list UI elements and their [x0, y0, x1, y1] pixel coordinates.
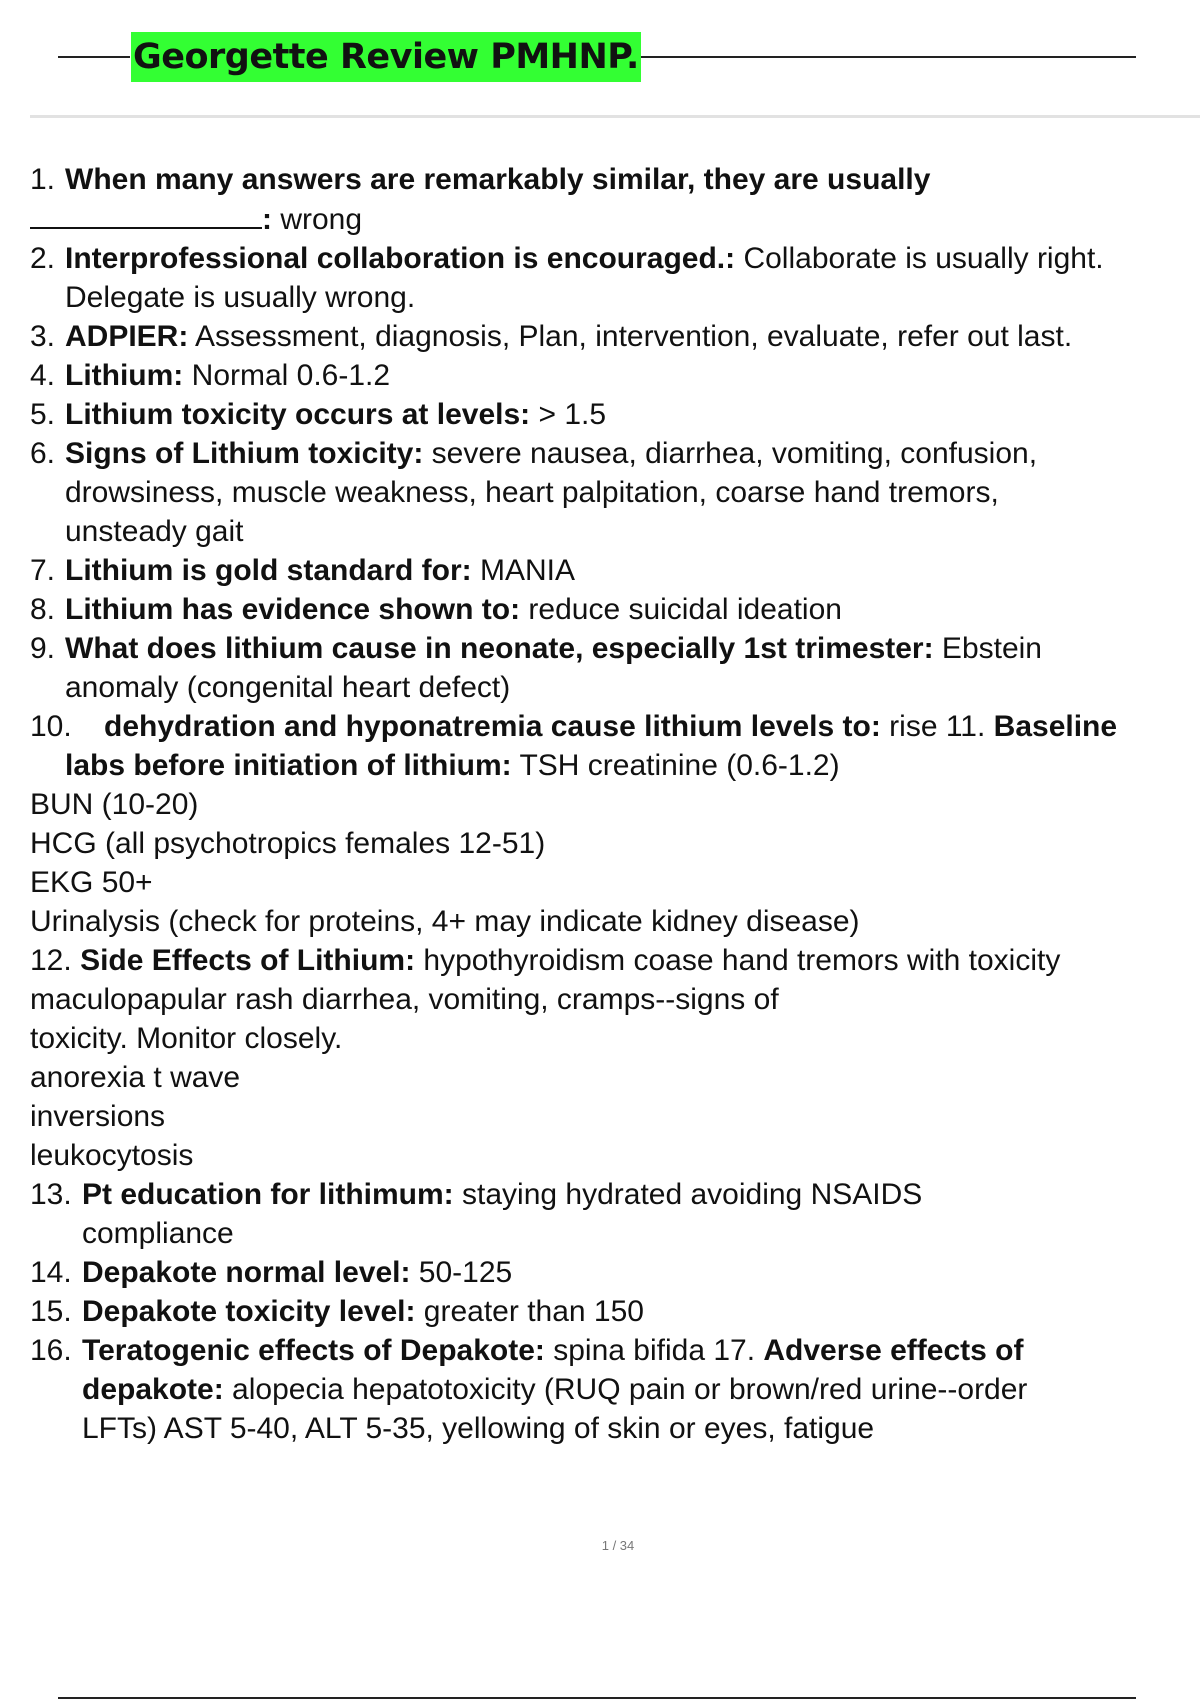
side-effect-line: maculopapular rash diarrhea, vomiting, cramps--signs of	[30, 983, 779, 1016]
list-item-2-cont: Delegate is usually wrong.	[65, 281, 416, 314]
list-item-5: 5. Lithium toxicity occurs at levels: > 1.5	[30, 398, 607, 431]
lab-item: HCG (all psychotropics females 12-51)	[30, 827, 546, 860]
list-item-10: 10. dehydration and hyponatremia cause lithium levels to: rise 11. Baseline	[30, 710, 1118, 743]
lab-item: Urinalysis (check for proteins, 4+ may indicate kidney disease)	[30, 905, 860, 938]
list-item-13: 13. Pt education for lithimum: staying hydrated avoiding NSAIDS	[30, 1178, 923, 1211]
document-title: Georgette Review PMHNP.	[131, 32, 641, 82]
list-item-17-cont: LFTs) AST 5-40, ALT 5-35, yellowing of skin or eyes, fatigue	[82, 1412, 875, 1445]
list-item-1: 1. When many answers are remarkably similar, they are usually	[30, 163, 931, 196]
list-item-17: depakote: alopecia hepatotoxicity (RUQ pain or brown/red urine--order	[82, 1373, 1028, 1406]
list-item-6: 6. Signs of Lithium toxicity: severe nausea, diarrhea, vomiting, confusion,	[30, 437, 1038, 470]
list-item-7: 7. Lithium is gold standard for: MANIA	[30, 554, 576, 587]
list-item-9: 9. What does lithium cause in neonate, especially 1st trimester: Ebstein	[30, 632, 1042, 665]
list-item-4: 4. Lithium: Normal 0.6-1.2	[30, 359, 391, 392]
list-item-2: 2. Interprofessional collaboration is encouraged.: Collaborate is usually right.	[30, 242, 1104, 275]
header-divider	[30, 115, 1200, 118]
list-item-13-cont: compliance	[82, 1217, 234, 1250]
list-item-15: 15. Depakote toxicity level: greater than 150	[30, 1295, 644, 1328]
list-item-16: 16. Teratogenic effects of Depakote: spina bifida 17. Adverse effects of	[30, 1334, 1024, 1367]
document-body	[30, 160, 1195, 1448]
list-item-1-answer: : wrong	[30, 199, 1195, 239]
list-item-9-cont: anomaly (congenital heart defect)	[65, 671, 511, 704]
side-effect-line: anorexia t wave	[30, 1061, 241, 1094]
side-effect-line: toxicity. Monitor closely.	[30, 1022, 343, 1055]
title-rule-left	[58, 56, 130, 58]
lab-item: BUN (10-20)	[30, 788, 199, 821]
list-item-8: 8. Lithium has evidence shown to: reduce suicidal ideation	[30, 593, 842, 626]
footer-rule	[58, 1697, 1136, 1699]
side-effect-line: leukocytosis	[30, 1139, 194, 1172]
lab-item: EKG 50+	[30, 866, 153, 899]
page-number: 1 / 34	[601, 1538, 635, 1553]
list-item-3: 3. ADPIER: Assessment, diagnosis, Plan, intervention, evaluate, refer out last.	[30, 320, 1073, 353]
list-item-11: labs before initiation of lithium: TSH creatinine (0.6-1.2)	[65, 749, 840, 782]
list-item-12: 12. Side Effects of Lithium: hypothyroidism coase hand tremors with toxicity	[30, 944, 1061, 977]
title-rule-right	[622, 56, 1136, 58]
fill-in-blank	[30, 199, 262, 229]
side-effect-line: inversions	[30, 1100, 166, 1133]
list-item-6-cont: drowsiness, muscle weakness, heart palpitation, coarse hand tremors,	[65, 476, 999, 509]
list-item-14: 14. Depakote normal level: 50-125	[30, 1256, 513, 1289]
list-item-6-cont: unsteady gait	[65, 515, 244, 548]
